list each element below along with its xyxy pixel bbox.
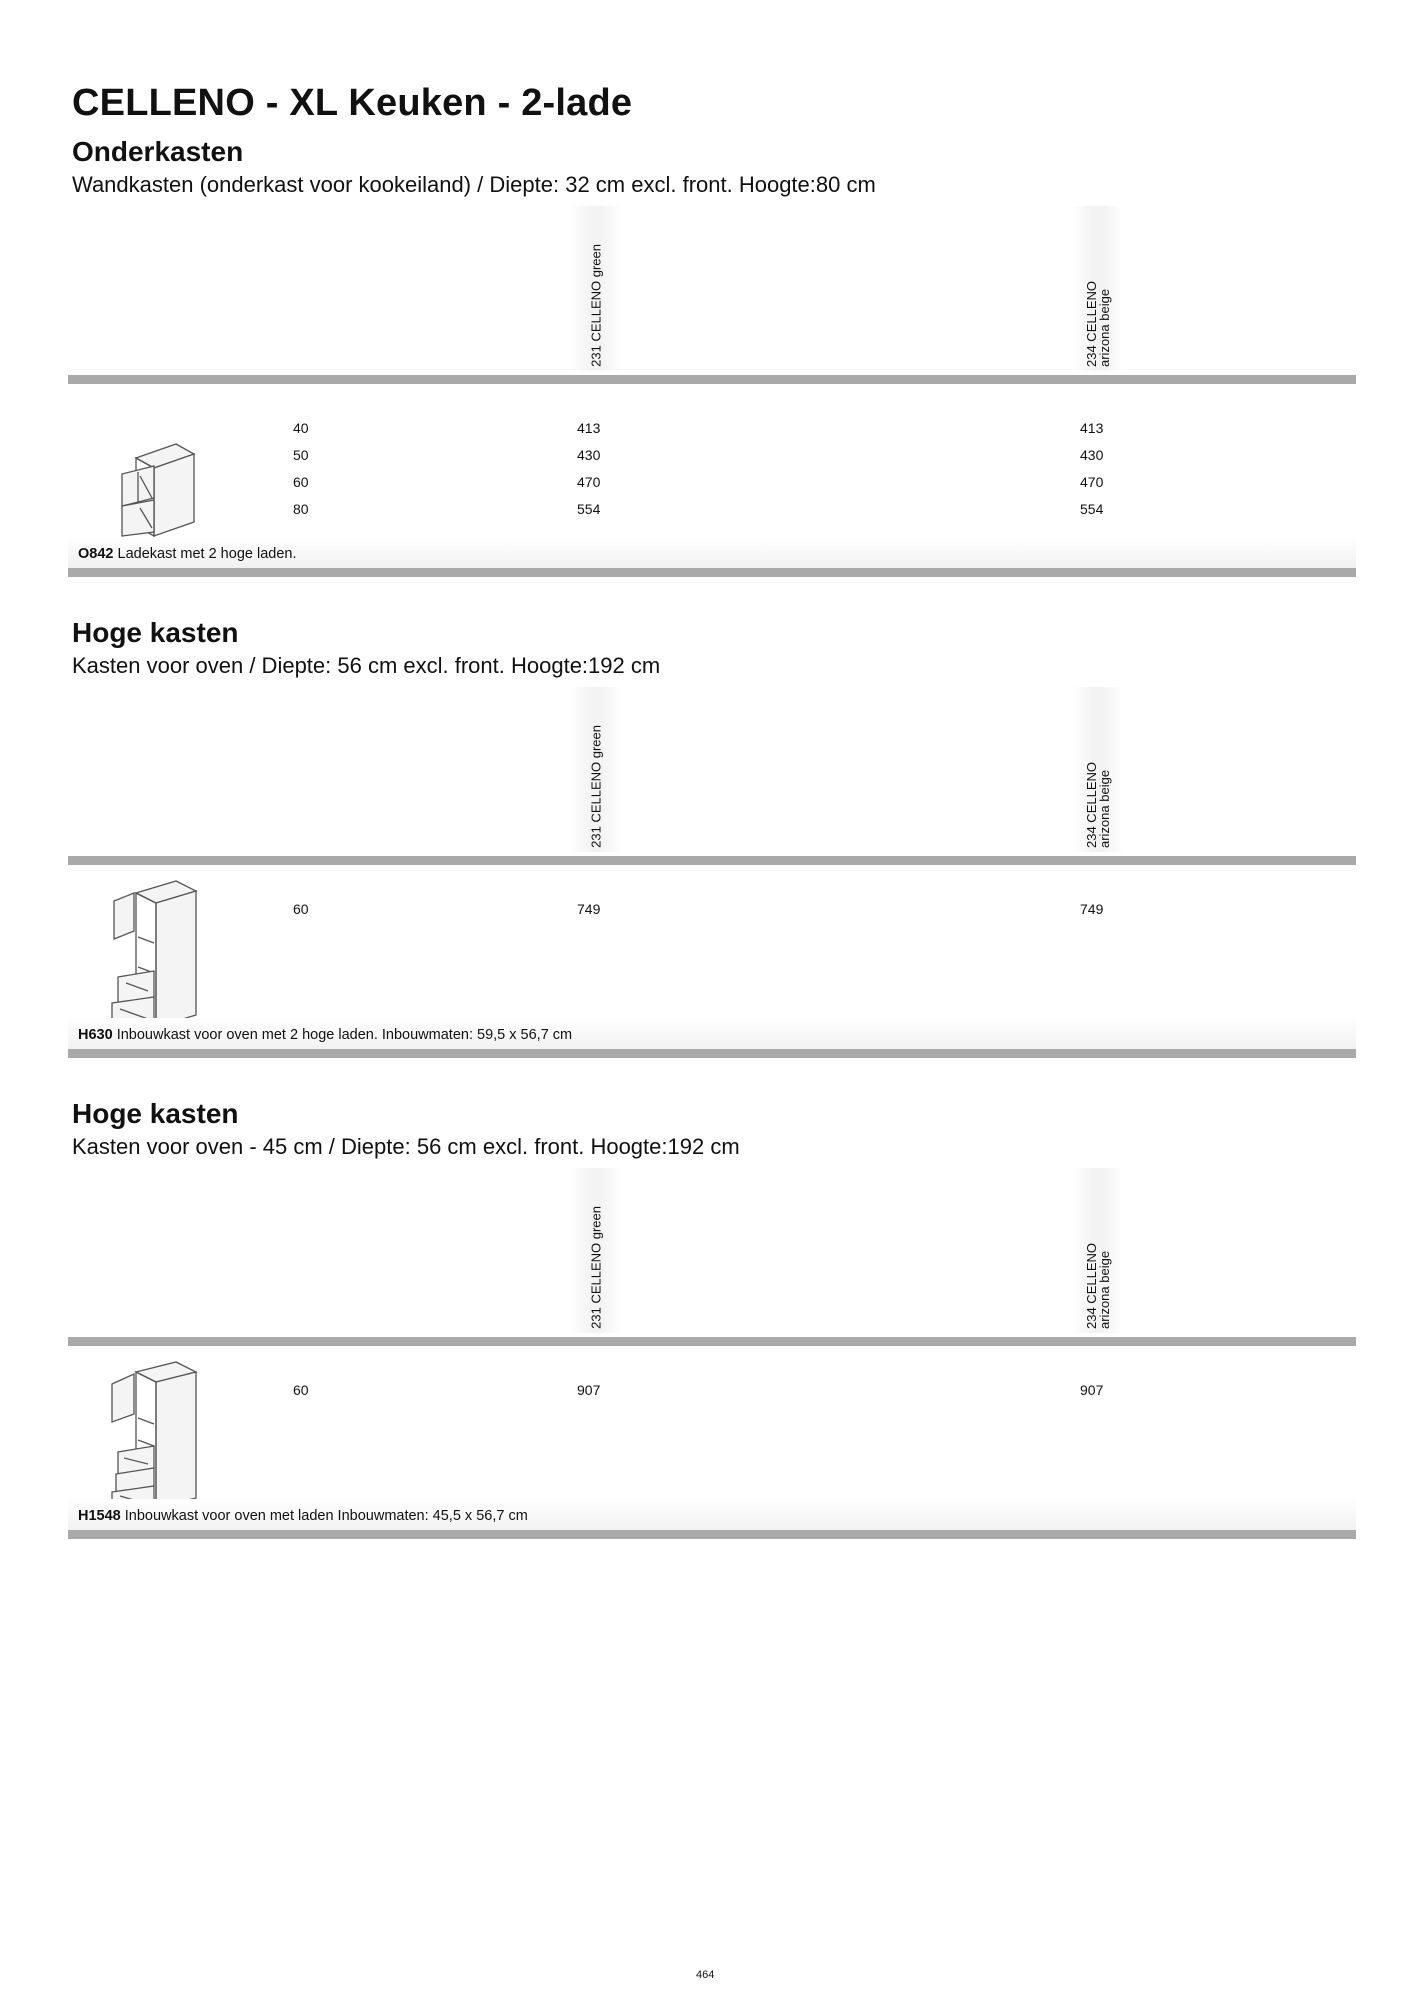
- width-column: [293, 896, 309, 923]
- product-description: Ladekast met 2 hoge laden.: [117, 546, 297, 562]
- table-divider-top: [68, 856, 1356, 865]
- column-header-231: [570, 206, 622, 371]
- table-divider-bottom: [68, 1530, 1356, 1539]
- column-header-234: [1072, 687, 1124, 852]
- table-cell-price: 470: [1080, 474, 1104, 490]
- product-footer: [68, 1018, 1356, 1049]
- column-header-231: [570, 687, 622, 852]
- table-divider-top: [68, 375, 1356, 384]
- price-column-234: [1080, 415, 1103, 523]
- section-heading: Onderkasten: [72, 136, 244, 167]
- section-subheading: Kasten voor oven - 45 cm / Diepte: 56 cm excl. front. Hoogte:192 cm: [72, 1134, 740, 1159]
- column-label: 234 CELLENO: [1084, 762, 1099, 848]
- tall-oven-cabinet-icon: [104, 879, 224, 1029]
- section-heading: Hoge kasten: [72, 617, 239, 648]
- column-header-234: [1072, 1168, 1124, 1333]
- column-label: 231 CELLENO green: [588, 1206, 604, 1329]
- column-header-234: [1072, 206, 1124, 371]
- table-cell-price: 430: [577, 447, 601, 463]
- width-column: [293, 415, 309, 523]
- column-label-line2: arizona beige: [1097, 288, 1112, 367]
- section-hoge-kasten-oven-45: [68, 1098, 1356, 1558]
- table-divider-bottom: [68, 1049, 1356, 1058]
- page-number: 464: [696, 1969, 715, 1981]
- price-column-234: [1080, 896, 1103, 923]
- column-label-line2: arizona beige: [1097, 1250, 1112, 1329]
- price-column-231: [577, 415, 600, 523]
- table-cell-width: 80: [293, 501, 309, 517]
- table-cell-price: 907: [577, 1382, 601, 1398]
- product-code: H1548: [78, 1508, 121, 1524]
- table-cell-price: 554: [577, 501, 601, 517]
- table-divider-top: [68, 1337, 1356, 1346]
- table-cell-price: 413: [577, 420, 601, 436]
- width-column: [293, 1377, 309, 1404]
- table-cell-price: 749: [1080, 901, 1104, 917]
- product-description: Inbouwkast voor oven met laden Inbouwmaten: 45,5 x 56,7 cm: [124, 1508, 528, 1524]
- price-column-234: [1080, 1377, 1103, 1404]
- section-heading: Hoge kasten: [72, 1098, 239, 1129]
- table-cell-width: 60: [293, 1382, 309, 1398]
- column-label: 231 CELLENO green: [588, 244, 604, 367]
- tall-oven-cabinet-45-icon: [100, 1360, 220, 1510]
- product-description: Inbouwkast voor oven met 2 hoge laden. Inbouwmaten: 59,5 x 56,7 cm: [116, 1027, 573, 1043]
- product-code: O842: [78, 546, 114, 562]
- section-subheading: Kasten voor oven / Diepte: 56 cm excl. front. Hoogte:192 cm: [72, 653, 661, 678]
- table-cell-width: 50: [293, 447, 309, 463]
- column-header-231: [570, 1168, 622, 1333]
- table-cell-price: 413: [1080, 420, 1104, 436]
- table-divider-bottom: [68, 568, 1356, 577]
- table-cell-width: 60: [293, 474, 309, 490]
- section-subheading: Wandkasten (onderkast voor kookeiland) / Diepte: 32 cm excl. front. Hoogte:80 cm: [72, 172, 876, 197]
- price-column-231: [577, 896, 600, 923]
- column-label-line2: arizona beige: [1097, 769, 1112, 848]
- table-cell-price: 749: [577, 901, 601, 917]
- column-label: 234 CELLENO: [1084, 281, 1099, 367]
- table-cell-price: 907: [1080, 1382, 1104, 1398]
- price-column-231: [577, 1377, 600, 1404]
- product-code: H630: [78, 1027, 113, 1043]
- page-title: CELLENO - XL Keuken - 2-lade: [72, 82, 633, 124]
- section-onderkasten: [68, 136, 1356, 596]
- product-footer: [68, 1499, 1356, 1530]
- table-cell-price: 470: [577, 474, 601, 490]
- column-label: 231 CELLENO green: [588, 725, 604, 848]
- table-cell-width: 60: [293, 901, 309, 917]
- section-hoge-kasten-oven: [68, 617, 1356, 1077]
- column-label: 234 CELLENO: [1084, 1243, 1099, 1329]
- table-cell-price: 430: [1080, 447, 1104, 463]
- product-footer: [68, 537, 1356, 568]
- table-cell-width: 40: [293, 420, 309, 436]
- table-cell-price: 554: [1080, 501, 1104, 517]
